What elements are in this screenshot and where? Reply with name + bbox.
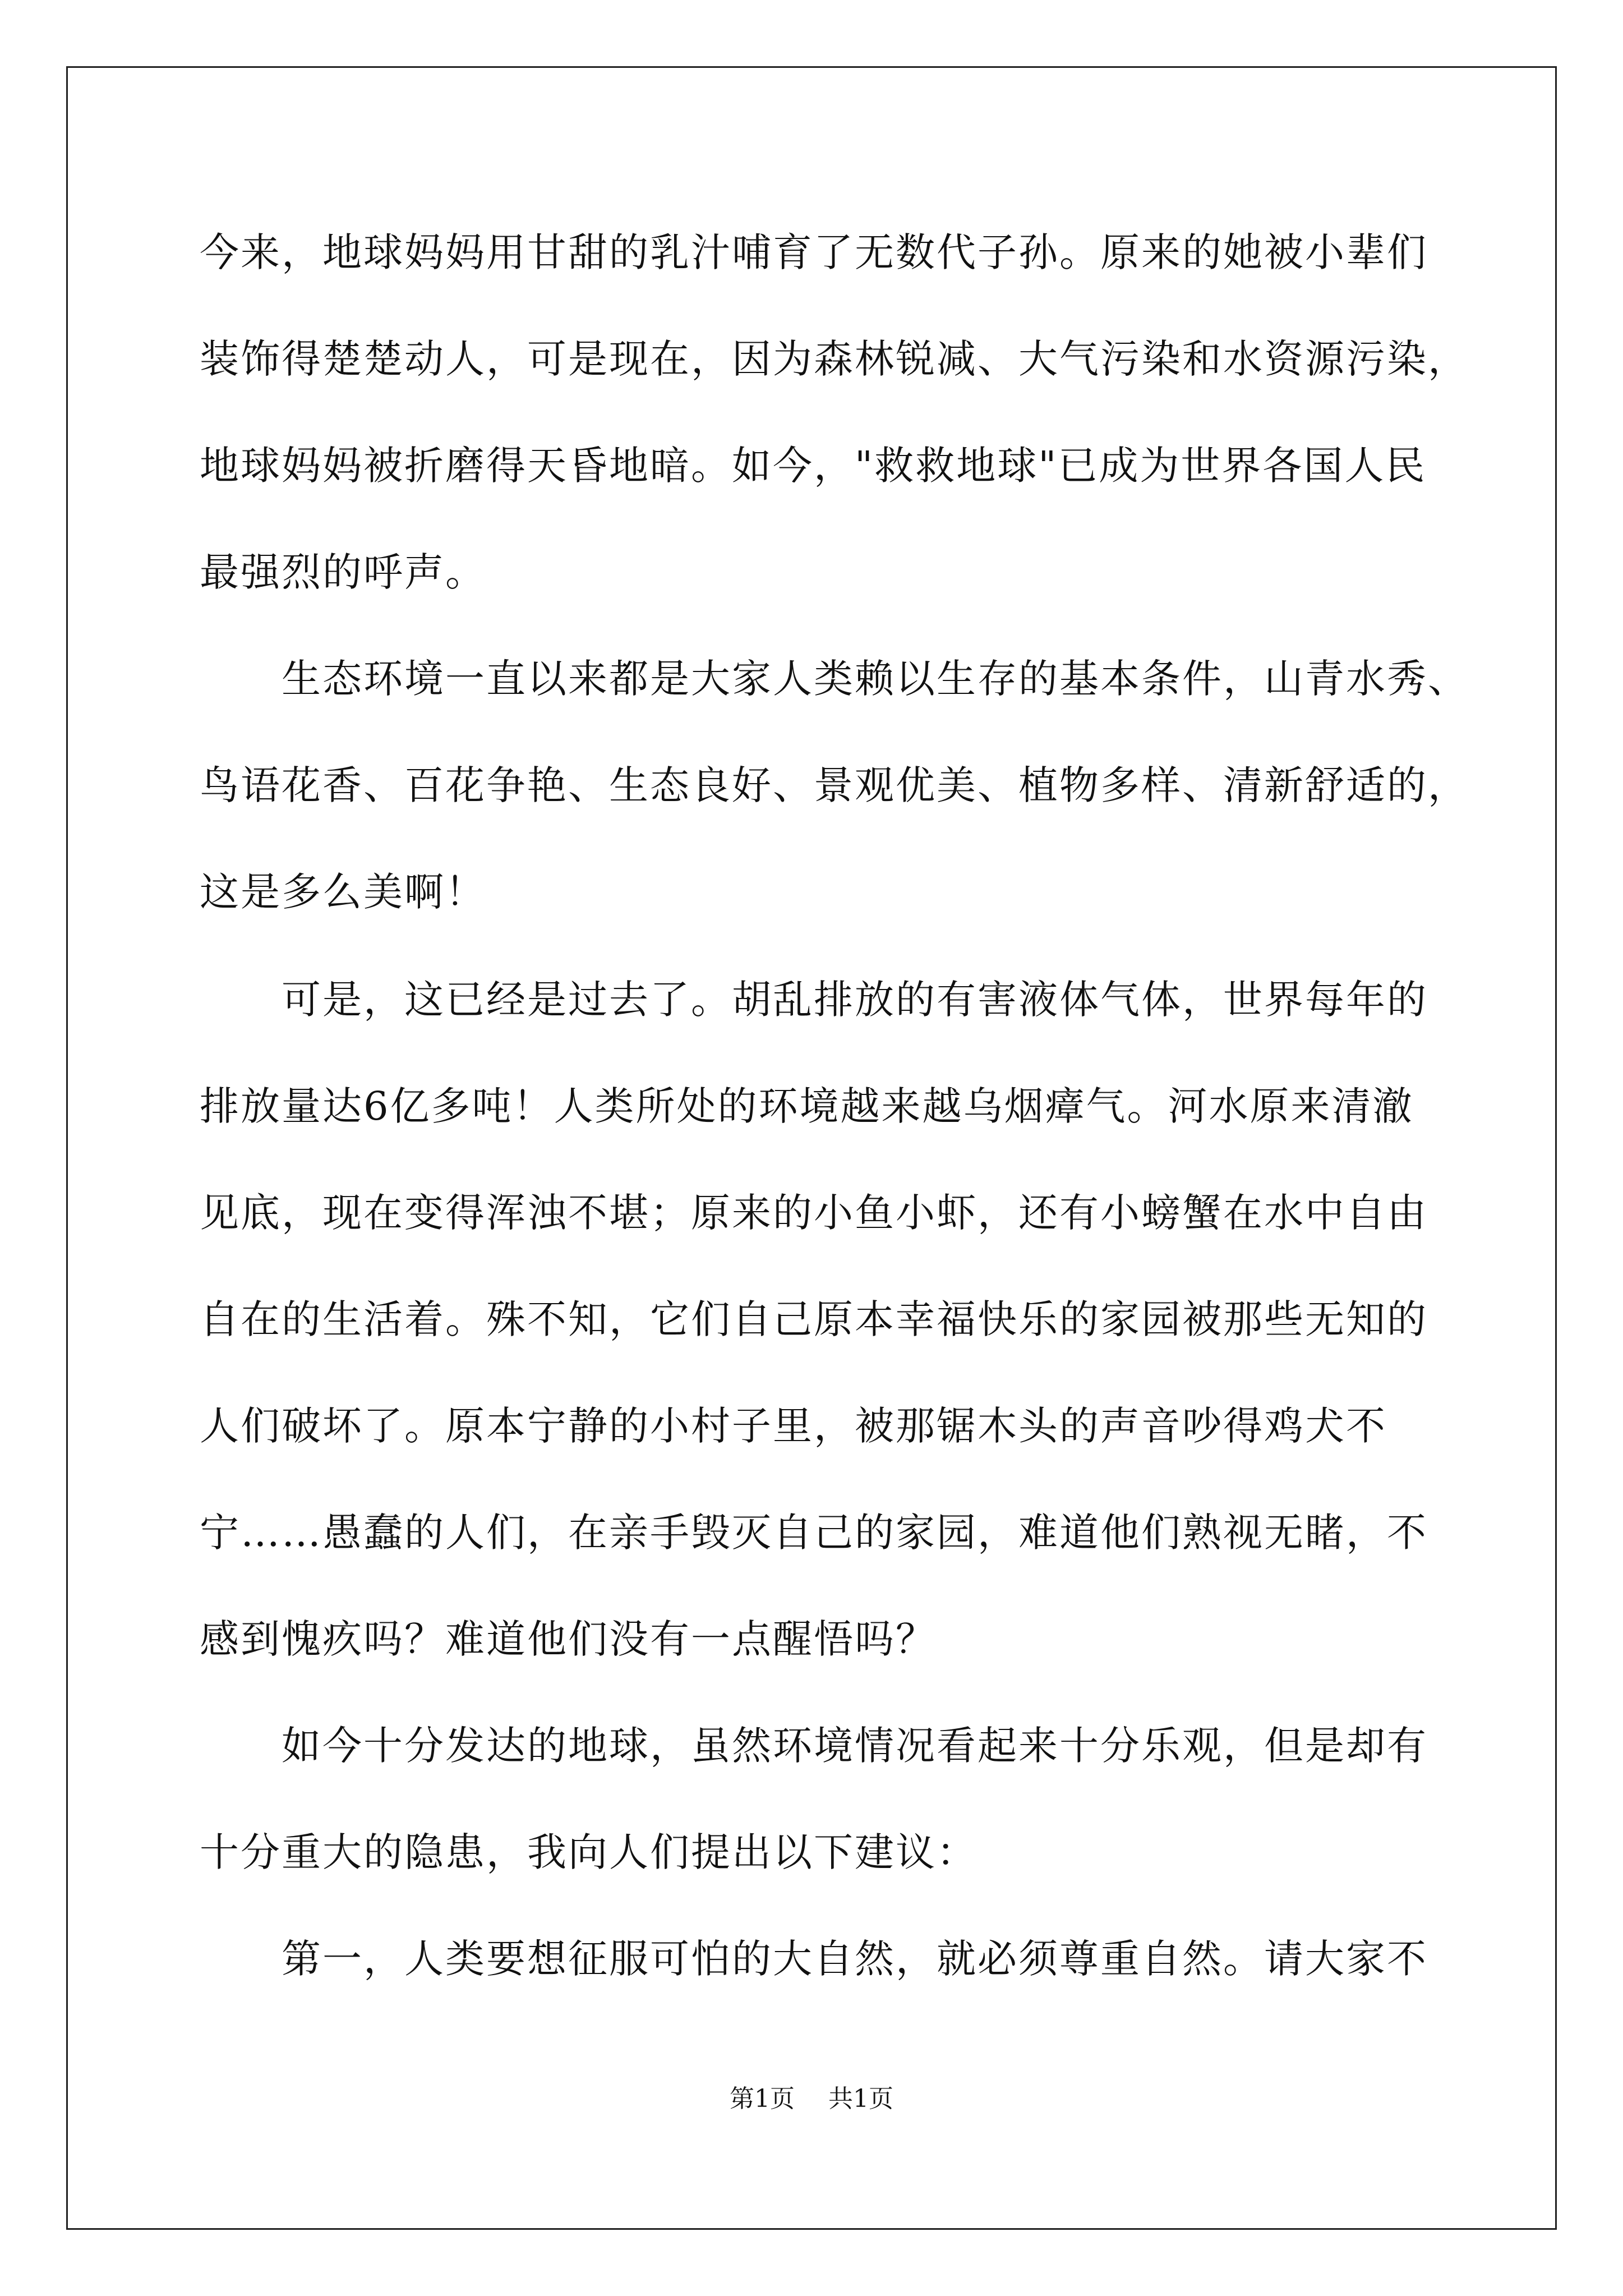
paragraph-first-line: 生态环境一直以来都是大家人类赖以生存的基本条件，山青水秀、 xyxy=(282,656,1469,702)
text-line: 这是多么美啊！ xyxy=(200,869,486,915)
text-line: 今来，地球妈妈用甘甜的乳汁哺育了无数代子孙。原来的她被小辈们 xyxy=(200,229,1428,275)
text-line: 自在的生活着。殊不知，它们自己原本幸福快乐的家园被那些无知的 xyxy=(200,1296,1428,1342)
paragraph-first-line: 第一，人类要想征服可怕的大自然，就必须尊重自然。请大家不 xyxy=(282,1936,1428,1982)
page-number: 第1页 xyxy=(730,2085,795,2113)
text-line: 排放量达6亿多吨！人类所处的环境越来越乌烟瘴气。河水原来清澈 xyxy=(200,1083,1414,1129)
text-line: 宁……愚蠢的人们，在亲手毁灭自己的家园，难道他们熟视无睹，不 xyxy=(200,1510,1428,1556)
text-line: 十分重大的隐患，我向人们提出以下建议： xyxy=(200,1829,978,1875)
text-line: 感到愧疚吗？难道他们没有一点醒悟吗？ xyxy=(200,1616,937,1662)
text-line: 装饰得楚楚动人，可是现在，因为森林锐减、大气污染和水资源污染， xyxy=(200,336,1469,382)
page-footer xyxy=(0,2082,1623,2116)
text-line: 鸟语花香、百花争艳、生态良好、景观优美、植物多样、清新舒适的， xyxy=(200,762,1469,808)
paragraph-first-line: 可是，这已经是过去了。胡乱排放的有害液体气体，世界每年的 xyxy=(282,977,1428,1023)
text-line: 见底，现在变得浑浊不堪；原来的小鱼小虾，还有小螃蟹在水中自由 xyxy=(200,1190,1428,1236)
text-line: 最强烈的呼声。 xyxy=(200,549,486,595)
page-total: 共1页 xyxy=(828,2085,893,2113)
text-line: 人们破坏了。原本宁静的小村子里，被那锯木头的声音吵得鸡犬不 xyxy=(200,1403,1387,1449)
page-border xyxy=(66,66,1557,2230)
paragraph-first-line: 如今十分发达的地球，虽然环境情况看起来十分乐观，但是却有 xyxy=(282,1723,1428,1769)
text-line: 地球妈妈被折磨得天昏地暗。如今，"救救地球"已成为世界各国人民 xyxy=(200,443,1427,489)
